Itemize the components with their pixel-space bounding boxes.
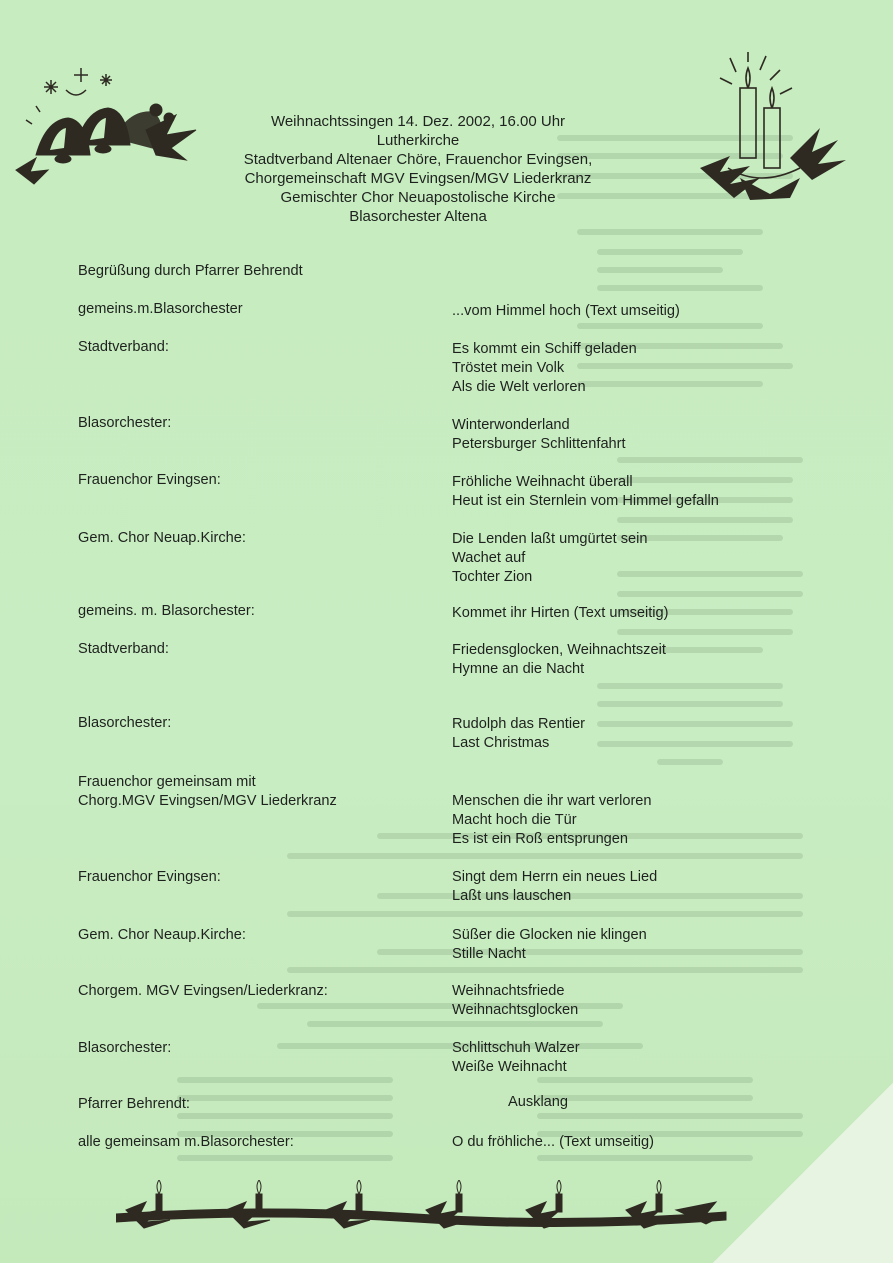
performer: gemeins. m. Blasorchester: [78,603,255,619]
program-item-performer [78,868,438,887]
candles-pine-ornament-icon [700,48,850,208]
event-header [200,112,636,226]
performer: alle gemeinsam m.Blasorchester: [78,1134,294,1150]
program-item-pieces [452,604,832,623]
piece: Macht hoch die Tür [452,812,577,828]
piece: Singt dem Herrn ein neues Lied [452,869,658,885]
program-item-pieces [452,982,832,1020]
program-item-pieces [452,641,832,679]
program-item-pieces [452,416,832,454]
candle-garland-border-icon [116,1180,736,1230]
program-item-performer [78,602,438,621]
program-item-pieces [452,715,832,753]
piece: Es kommt ein Schiff geladen [452,341,637,357]
program-item-performer [78,1039,438,1058]
header-line-venue: Lutherkirche [376,132,460,149]
program-item-pieces [452,302,832,321]
piece: Winterwonderland [452,417,570,433]
piece: Tochter Zion [452,569,533,585]
header-line-participants-1: Stadtverband Altenaer Chöre, Frauenchor Evingsen, [243,151,593,168]
program-item-pieces [452,473,832,511]
performer: Blasorchester: [78,415,172,431]
program-item-performer [78,1095,438,1114]
program-item-performer [78,300,438,319]
piece: Menschen die ihr wart verloren [452,793,652,809]
program-item-greeting [78,262,438,281]
performer: Gem. Chor Neuap.Kirche: [78,530,246,546]
performer: Gem. Chor Neaup.Kirche: [78,927,246,943]
piece: Heut ist ein Sternlein vom Himmel gefalln [452,493,719,509]
piece: Süßer die Glocken nie klingen [452,927,647,943]
program-item-performer [78,773,438,811]
piece: Die Lenden laßt umgürtet sein [452,531,648,547]
piece: Wachet auf [452,550,526,566]
piece: Hymne an die Nacht [452,661,585,677]
program-item-performer [78,1133,438,1152]
performer: Stadtverband: [78,641,169,657]
piece: Als die Welt verloren [452,379,586,395]
piece: Friedensglocken, Weihnachtszeit [452,642,666,658]
header-line-participants-4: Blasorchester Altena [349,208,487,225]
performer: Frauenchor Evingsen: [78,472,221,488]
program-item-pieces [452,868,832,906]
piece: O du fröhliche... (Text umseitig) [452,1134,654,1150]
program-item-performer [78,414,438,433]
program-item-pieces [452,1133,832,1152]
performer: Pfarrer Behrendt: [78,1096,190,1112]
program-item-performer [78,714,438,733]
performer: Frauenchor Evingsen: [78,869,221,885]
program-item-performer [78,926,438,945]
piece: Weiße Weihnacht [452,1059,567,1075]
piece: Rudolph das Rentier [452,716,586,732]
performer: Frauenchor gemeinsam mit [78,774,256,790]
performer: Stadtverband: [78,339,169,355]
program-item-performer [78,640,438,659]
program-item-pieces [452,792,832,849]
piece: Fröhliche Weihnacht überall [452,474,633,490]
bells-holly-ornament-icon [6,60,206,190]
piece: Kommet ihr Hirten (Text umseitig) [452,605,669,621]
piece: Tröstet mein Volk [452,360,565,376]
program-item-performer [78,338,438,357]
performer: Begrüßung durch Pfarrer Behrendt [78,263,303,279]
piece: Laßt uns lauschen [452,888,572,904]
header-line-title: Weihnachtssingen 14. Dez. 2002, 16.00 Uhr [270,113,566,130]
piece: Es ist ein Roß entsprungen [452,831,629,847]
piece: Weihnachtsfriede [452,983,565,999]
program-item-pieces [452,340,832,397]
performer: Blasorchester: [78,715,172,731]
piece: ...vom Himmel hoch (Text umseitig) [452,303,680,319]
program-item-pieces [452,1039,832,1077]
performer: Blasorchester: [78,1040,172,1056]
piece: Stille Nacht [452,946,526,962]
performer: Chorgem. MGV Evingsen/Liederkranz: [78,983,328,999]
program-item-performer [78,471,438,490]
performer: gemeins.m.Blasorchester [78,301,243,317]
header-line-participants-3: Gemischter Chor Neuapostolische Kirche [280,189,556,206]
program-item-pieces [452,926,832,964]
piece: Weihnachtsglocken [452,1002,579,1018]
performer: Chorg.MGV Evingsen/MGV Liederkranz [78,793,337,809]
program-item-performer [78,982,438,1001]
piece: Schlittschuh Walzer [452,1040,580,1056]
program-item-performer [78,529,438,548]
closing-label: Ausklang [508,1094,569,1110]
piece: Petersburger Schlittenfahrt [452,436,626,452]
piece: Last Christmas [452,735,550,751]
header-line-participants-2: Chorgemeinschaft MGV Evingsen/MGV Liederkranz [244,170,592,187]
program-item-pieces [452,530,832,587]
